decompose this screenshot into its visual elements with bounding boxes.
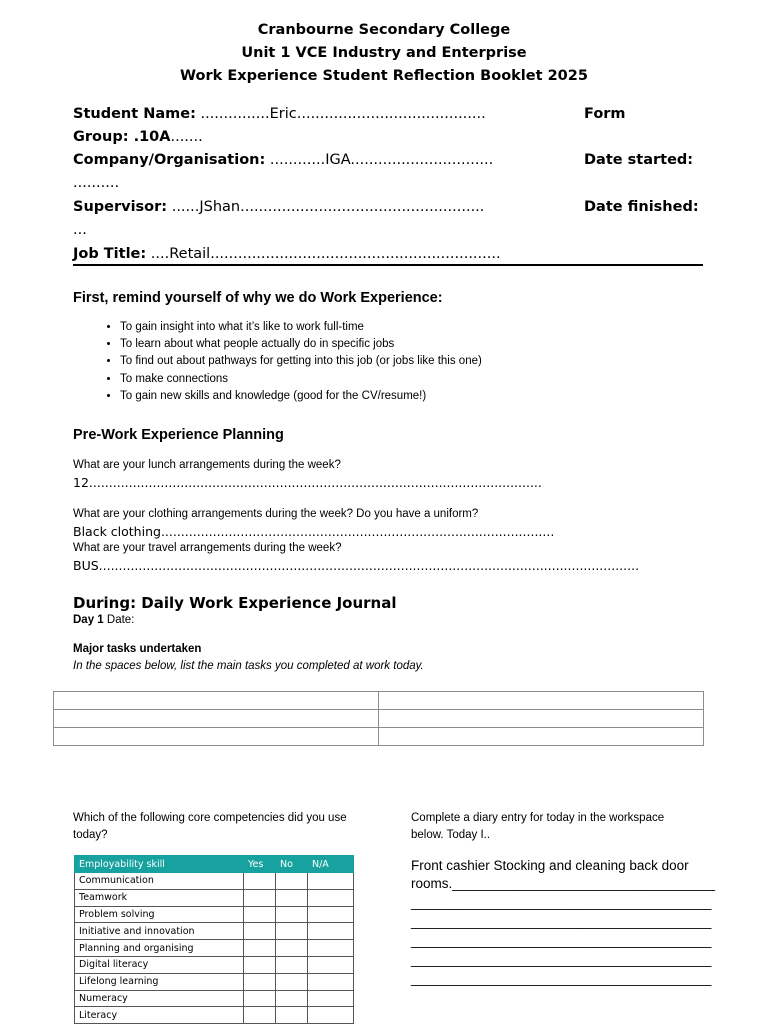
na-cell[interactable]: [308, 873, 354, 890]
na-cell[interactable]: [308, 956, 354, 973]
header-yes: Yes: [244, 856, 276, 873]
na-cell[interactable]: [308, 990, 354, 1007]
diary-prompt-line1: Complete a diary entry for today in the workspace: [411, 812, 665, 824]
skill-name: Literacy: [75, 1007, 244, 1024]
task-cell[interactable]: [379, 692, 704, 710]
na-cell[interactable]: [308, 940, 354, 957]
competencies-table: [74, 855, 354, 1024]
no-cell[interactable]: [276, 873, 308, 890]
clothing-question: What are your clothing arrangements during the week? Do you have a uniform?: [73, 508, 479, 520]
competencies-question-line2: today?: [73, 829, 108, 841]
section-divider: [73, 264, 703, 266]
yes-cell[interactable]: [244, 873, 276, 890]
list-item: • To gain new skills and knowledge (good for the CV/resume!): [120, 388, 482, 405]
no-cell[interactable]: [276, 906, 308, 923]
supervisor-row: [73, 199, 484, 215]
tasks-instruction: In the spaces below, list the main tasks you completed at work today.: [73, 660, 424, 672]
na-cell[interactable]: [308, 906, 354, 923]
table-row: [75, 990, 354, 1007]
day-date-row: [73, 614, 134, 626]
no-cell[interactable]: [276, 956, 308, 973]
clothing-answer[interactable]: Black clothing...................................................................................................: [73, 524, 555, 539]
yes-cell[interactable]: [244, 940, 276, 957]
skill-name: Lifelong learning: [75, 973, 244, 990]
header-no: No: [276, 856, 308, 873]
table-row: [75, 889, 354, 906]
diary-blank-line[interactable]: ________________________________________: [411, 952, 712, 967]
na-cell[interactable]: [308, 1007, 354, 1024]
no-cell[interactable]: [276, 973, 308, 990]
booklet-title: Work Experience Student Reflection Booklet 2025: [180, 68, 588, 84]
company-value[interactable]: ............IGA...............................: [265, 152, 494, 168]
form-label: Form: [584, 106, 626, 122]
table-row: [54, 728, 704, 746]
diary-entry-line1[interactable]: Front cashier Stocking and cleaning back door: [411, 858, 689, 873]
date-label: Date:: [103, 614, 135, 626]
date-started-value[interactable]: ..........: [73, 175, 120, 191]
student-name-row: [73, 106, 486, 122]
list-item: • To find out about pathways for getting into this job (or jobs like this one): [120, 353, 482, 370]
diary-blank-line[interactable]: ________________________________________: [411, 933, 712, 948]
planning-heading: Pre-Work Experience Planning: [73, 427, 284, 443]
task-cell[interactable]: [54, 692, 379, 710]
task-cell[interactable]: [379, 728, 704, 746]
student-name-value[interactable]: ...............Eric.........................................: [195, 106, 486, 122]
student-name-label: Student Name:: [73, 106, 196, 122]
yes-cell[interactable]: [244, 1007, 276, 1024]
no-cell[interactable]: [276, 923, 308, 940]
table-row: [75, 923, 354, 940]
remind-list: [96, 319, 482, 405]
table-row: [75, 873, 354, 890]
unit-title: Unit 1 VCE Industry and Enterprise: [241, 45, 527, 61]
no-cell[interactable]: [276, 889, 308, 906]
table-row: [75, 956, 354, 973]
tasks-table: [53, 691, 704, 746]
diary-blank-line[interactable]: ________________________________________: [411, 914, 712, 929]
na-cell[interactable]: [308, 923, 354, 940]
job-title-label: Job Title:: [73, 246, 147, 262]
lunch-question: What are your lunch arrangements during the week?: [73, 459, 341, 471]
group-row: [73, 129, 203, 145]
table-header-row: [75, 856, 354, 873]
supervisor-label: Supervisor:: [73, 199, 168, 215]
no-cell[interactable]: [276, 1007, 308, 1024]
job-title-value[interactable]: ....Retail...............................................................: [146, 246, 501, 262]
skill-name: Problem solving: [75, 906, 244, 923]
table-row: [75, 1007, 354, 1024]
header-skill: Employability skill: [75, 856, 244, 873]
yes-cell[interactable]: [244, 990, 276, 1007]
diary-prompt-line2: below. Today I..: [411, 829, 491, 841]
school-name: Cranbourne Secondary College: [257, 22, 511, 38]
travel-question: What are your travel arrangements during the week?: [73, 542, 342, 554]
table-row: [75, 906, 354, 923]
na-cell[interactable]: [308, 889, 354, 906]
diary-entry-line2[interactable]: rooms.___________________________________: [411, 876, 716, 891]
group-label: Group:: [73, 129, 129, 145]
skill-name: Teamwork: [75, 889, 244, 906]
lunch-answer[interactable]: 12..................................................................................................................: [73, 475, 542, 490]
skill-name: Digital literacy: [75, 956, 244, 973]
yes-cell[interactable]: [244, 923, 276, 940]
company-label: Company/Organisation:: [73, 152, 266, 168]
group-dots: .......: [170, 129, 203, 145]
no-cell[interactable]: [276, 990, 308, 1007]
travel-answer[interactable]: BUS........................................................................................................................................: [73, 558, 640, 573]
diary-blank-line[interactable]: ________________________________________: [411, 971, 712, 986]
diary-blank-line[interactable]: ________________________________________: [411, 895, 712, 910]
yes-cell[interactable]: [244, 906, 276, 923]
date-started-label: Date started:: [584, 152, 694, 168]
journal-heading: During: Daily Work Experience Journal: [73, 594, 397, 612]
table-row: [54, 692, 704, 710]
group-value[interactable]: .10A: [128, 129, 171, 145]
table-row: [54, 710, 704, 728]
list-item: • To learn about what people actually do in specific jobs: [120, 336, 482, 353]
supervisor-value[interactable]: ......JShan.....................................................: [167, 199, 485, 215]
na-cell[interactable]: [308, 973, 354, 990]
remind-heading: First, remind yourself of why we do Work Experience:: [73, 290, 443, 306]
list-item: • To make connections: [120, 371, 482, 388]
skill-name: Initiative and innovation: [75, 923, 244, 940]
day-label: Day 1: [73, 614, 104, 626]
competencies-question-line1: Which of the following core competencies did you use: [73, 812, 347, 824]
yes-cell[interactable]: [244, 956, 276, 973]
header-na: N/A: [308, 856, 354, 873]
tasks-heading: Major tasks undertaken: [73, 643, 202, 655]
table-row: [75, 973, 354, 990]
yes-cell[interactable]: [244, 889, 276, 906]
task-cell[interactable]: [54, 710, 379, 728]
skill-name: Communication: [75, 873, 244, 890]
yes-cell[interactable]: [244, 973, 276, 990]
list-item: • To gain insight into what it’s like to work full-time: [120, 319, 482, 336]
task-cell[interactable]: [379, 710, 704, 728]
skill-name: Numeracy: [75, 990, 244, 1007]
date-finished-value[interactable]: ...: [73, 222, 87, 238]
date-finished-label: Date finished:: [584, 199, 699, 215]
task-cell[interactable]: [54, 728, 379, 746]
no-cell[interactable]: [276, 940, 308, 957]
job-title-row: [73, 246, 501, 262]
skill-name: Planning and organising: [75, 940, 244, 957]
company-row: [73, 152, 493, 168]
table-row: [75, 940, 354, 957]
